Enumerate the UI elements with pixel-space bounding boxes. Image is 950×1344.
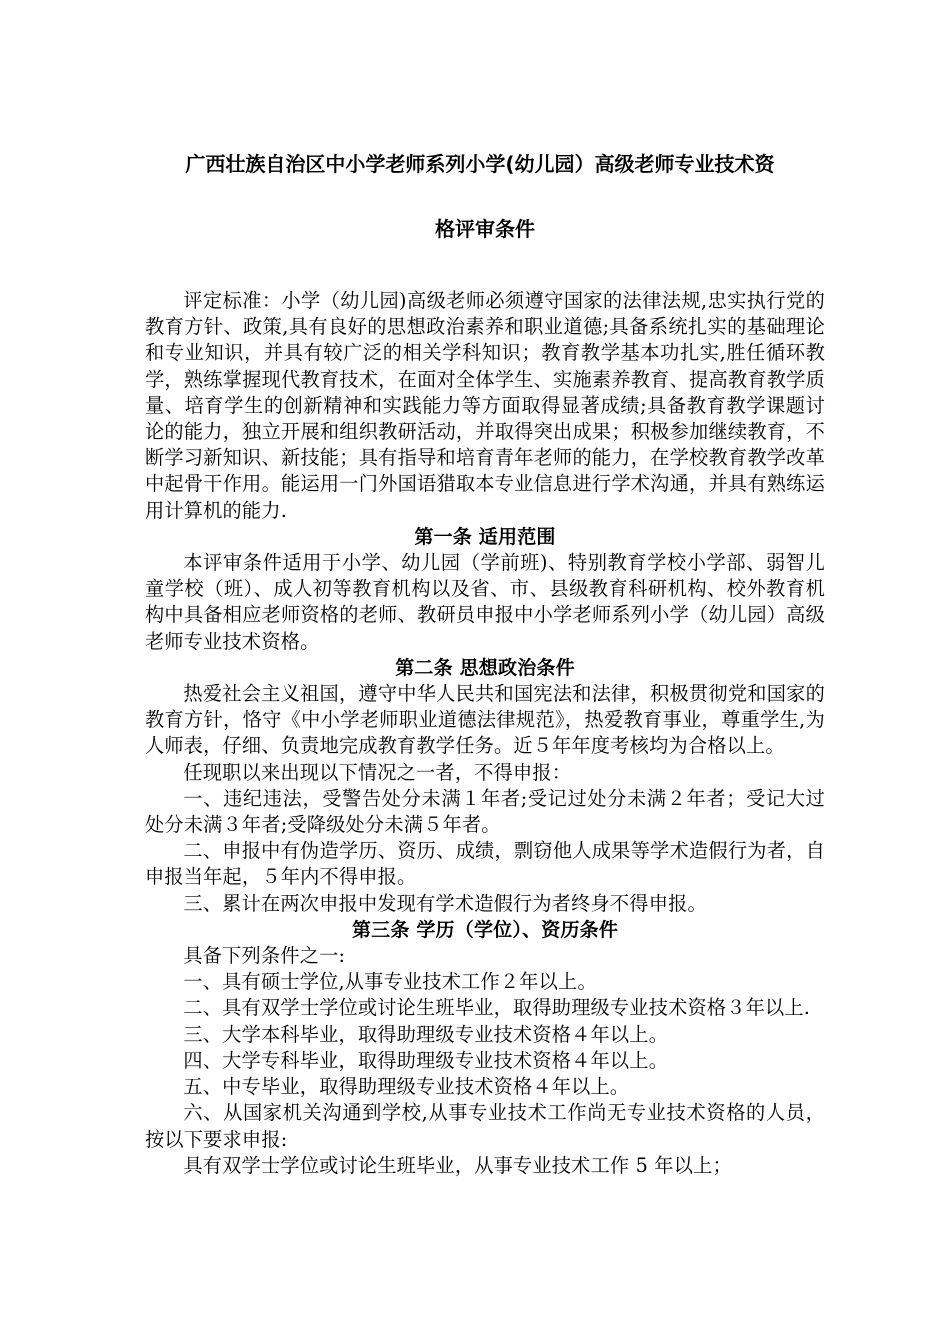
intro-paragraph: 评定标准：小学（幼儿园)高级老师必须遵守国家的法律法规,忠实执行党的教育方针、政策,具有良好的思想政治素养和职业道德;具备系统扎实的基础理论和专业知识，并具有较广泛的相关学科知识；教育教学基本功扎实,胜任循环教学，熟练掌握现代教育技术，在面对全体学生、实施素养教育、提高教育教学质量、培育学生的创新精神和实践能力等方面取得显著成绩;具备教育教学课题讨论的能力，独立开展和组织教研活动，并取得突出成果；积极参加继续教育，不断学习新知识、新技能；具有指导和培育青年老师的能力，在学校教育教学改革中起骨干作用。能运用一门外国语猎取本专业信息进行学术沟通，并具有熟练运用计算机的能力. [145,289,825,522]
article3-paragraph-8: 具有双学士学位或讨论生班毕业，从事专业技术工作 5 年以上； [183,1153,732,1177]
article2-paragraph-1: 热爱社会主义祖国，遵守中华人民共和国宪法和法律，积极贯彻党和国家的教育方针，恪守《中小学老师职业道德法律规范》，热爱教育事业，尊重学生,为人师表，仔细、负责地完成教育教学任务。近５年年度考核均为合格以上。 [145,682,825,758]
article3-paragraph-6: 五、中专毕业，取得助理级专业技术资格４年以上。 [183,1075,630,1099]
article2-paragraph-4: 二、申报中有伪造学历、资历、成绩，剽窃他人成果等学术造假行为者，自申报当年起，５年内不得申报。 [145,839,825,889]
document-title-line1: 广西壮族自治区中小学老师系列小学(幼儿园）高级老师专业技术资 [185,152,775,176]
article3-paragraph-1: 具备下列条件之一: [183,944,346,968]
article3-paragraph-3: 二、具有双学士学位或讨论生班毕业，取得助理级专业技术资格３年以上. [183,996,811,1020]
article3-heading: 第三条 学历（学位）、资历条件 [351,918,619,941]
article1-heading: 第一条 适用范围 [414,525,556,548]
article2-heading: 第二条 思想政治条件 [395,656,575,679]
article3-paragraph-4: 三、大学本科毕业，取得助理级专业技术资格４年以上。 [183,1022,669,1046]
article1-paragraph: 本评审条件适用于小学、幼儿园（学前班)、特别教育学校小学部、弱智儿童学校（班）、成人初等教育机构以及省、市、县级教育科研机构、校外教育机构中具备相应老师资格的老师、教研员申报中小学老师系列小学（幼儿园）高级老师专业技术资格。 [145,551,825,653]
article3-paragraph-2: 一、具有硕士学位,从事专业技术工作２年以上。 [183,970,597,994]
document-body [145,288,825,1179]
article2-paragraph-3: 一、违纪违法，受警告处分未满１年者;受记过处分未满２年者；受记大过处分未满３年者;受降级处分未满５年者。 [145,786,825,837]
article3-paragraph-7: 六、从国家机关沟通到学校,从事专业技术工作尚无专业技术资格的人员，按以下要求申报: [145,1101,825,1151]
article2-paragraph-5: 三、累计在两次申报中发现有学术造假行为者终身不得申报。 [183,891,707,915]
article3-paragraph-5: 四、大学专科毕业，取得助理级专业技术资格４年以上。 [183,1048,669,1072]
document-title-line2: 格评审条件 [435,217,535,241]
article2-paragraph-2: 任现职以来出现以下情况之一者，不得申报： [183,760,572,784]
